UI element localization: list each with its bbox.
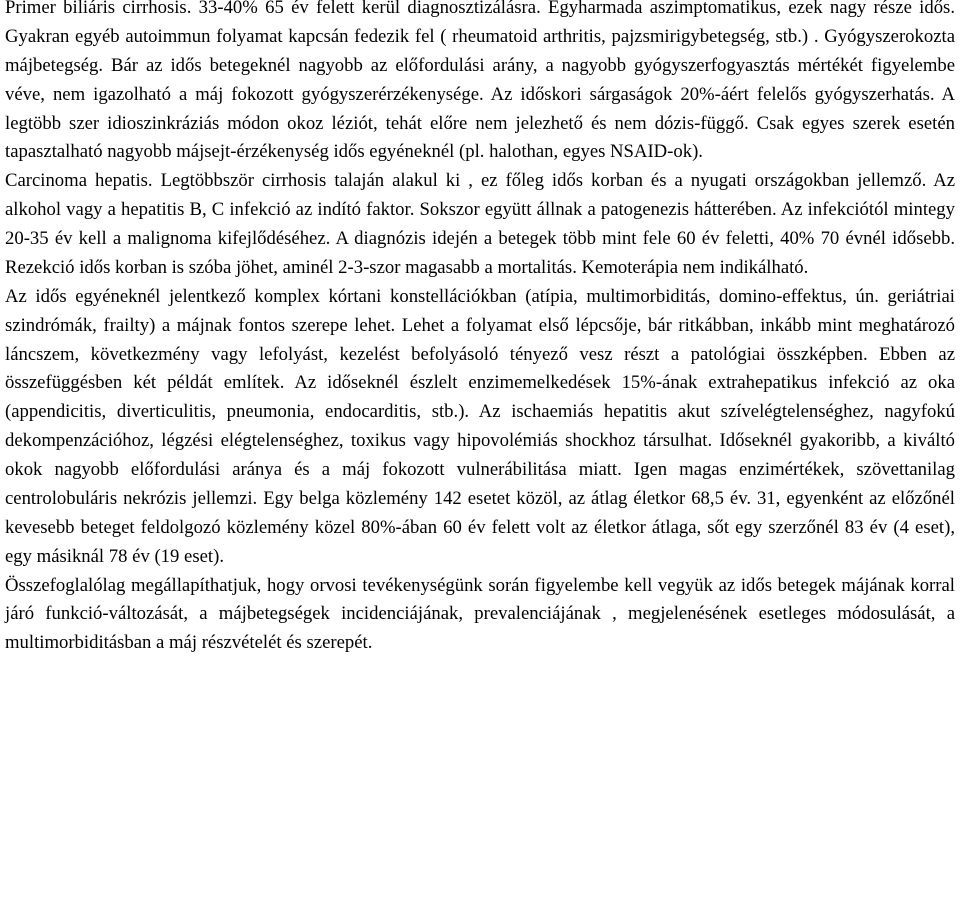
- paragraph-primary-biliary-cirrhosis-and-drug-induced-liver-disease: Primer biliáris cirrhosis. 33-40% 65 év felett kerül diagnosztizálásra. Egyharmada aszimptomatikus, ezek nagy része idős. Gyakran egyéb autoimmun folyamat kapcsán fedezik fel ( rheumatoid arthritis, pajzsmirigybetegség, stb.) . Gyógyszerokozta májbetegség. Bár az idős betegeknél nagyobb az előfordulási arány, a nagyobb gyógyszerfogyasztás mértékét figyelembe véve, nem igazolható a máj fokozott gyógyszerérzékenysége. Az időskori sárgaságok 20%-áért felelős gyógyszerhatás. A legtöbb szer idioszinkráziás módon okoz léziót, tehát előre nem jelezhető és nem dózis-függő. Csak egyes szerek esetén tapasztalható nagyobb májsejt-érzékenység idős egyéneknél (pl. halothan, egyes NSAID-ok).: [5, 0, 955, 163]
- paragraph-carcinoma-hepatis: Carcinoma hepatis. Legtöbbször cirrhosis talaján alakul ki , ez főleg idős korban és a nyugati országokban jellemző. Az alkohol vagy a hepatitis B, C infekció az indító faktor. Sokszor együtt állnak a patogenezis hátterében. Az infekciótól mintegy 20-35 év kell a malignoma kifejlődéséhez. A diagnózis idején a betegek több mint fele 60 év feletti, 40% 70 évnél idősebb. Rezekció idős korban is szóba jöhet, aminél 2-3-szor magasabb a mortalitás. Kemoterápia nem indikálható.: [5, 170, 955, 278]
- paragraph-complex-constellations: Az idős egyéneknél jelentkező komplex kórtani konstellációkban (atípia, multimorbiditás, domino-effektus, ún. geriátriai szindrómák, frailty) a májnak fontos szerepe lehet. Lehet a folyamat első lépcsője, bár ritkábban, inkább mint meghatározó láncszem, következmény vagy lefolyást, kezelést befolyásoló tényező vesz részt a patológiai összképben. Ebben az összefüggésben két példát említek. Az időseknél észlelt enzimemelkedések 15%-ának extrahepatikus infekció az oka (appendicitis, diverticulitis, pneumonia, endocarditis, stb.). Az ischaemiás hepatitis akut szívelégtelenséghez, nagyfokú dekompenzációhoz, légzési elégtelenséghez, toxikus vagy hipovolémiás shockhoz társulhat. Időseknél gyakoribb, a kiváltó okok nagyobb előfordulási aránya és a máj fokozott vulnerábilitása miatt. Igen magas enzimértékek, szövettanilag centrolobuláris nekrózis jellemzi. Egy belga közlemény 142 esetet közöl, az átlag életkor 68,5 év. 31, egyenként az előzőnél kevesebb beteget feldolgozó közlemény közel 80%-ában 60 év felett volt az életkor átlaga, sőt egy szerzőnél 83 év (4 eset), egy másiknál 78 év (19 eset).: [5, 285, 955, 567]
- paragraph-summary: Összefoglalólag megállapíthatjuk, hogy orvosi tevékenységünk során figyelembe kell vegyük az idős betegek májának korral járó funkció-változását, a májbetegségek incidenciájának, prevalenciájának , megjelenésének esetleges módosulását, a multimorbiditásban a máj részvételét és szerepét.: [5, 574, 955, 654]
